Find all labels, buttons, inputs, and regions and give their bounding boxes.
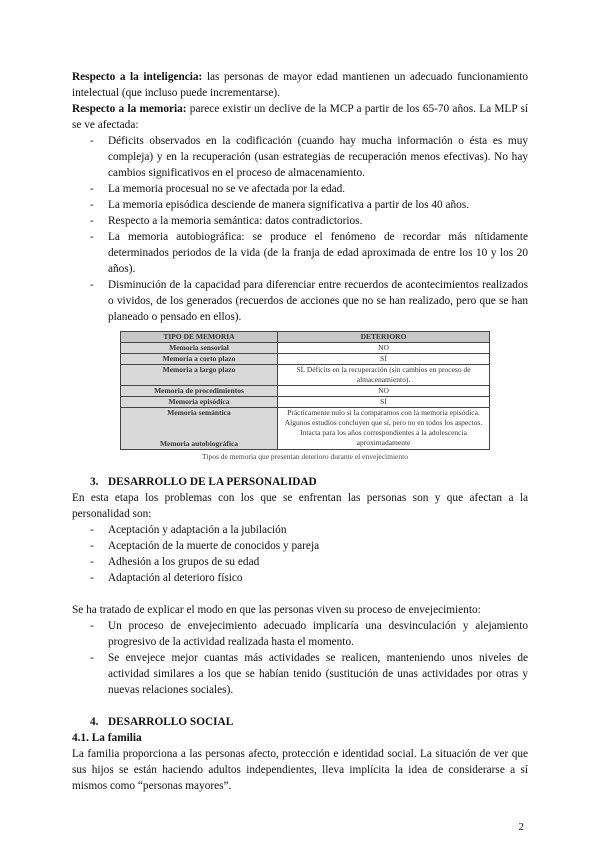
table-row [121,397,490,408]
table-cell: Memoria de procedimientos [121,386,278,397]
list-item: - La memoria procesual no se ve afectada por la edad. [72,181,528,197]
intelligence-text: las personas de mayor edad mantienen un adecuado funcionamiento intelectual (que incluso puede incrementarse). [72,71,528,99]
list-item: - Aceptación y adaptación a la jubilación [72,522,528,538]
subsection-heading: 4.1. La familia [72,732,142,744]
table-header: TIPO DE MEMORIA [121,332,278,343]
list-item: - Disminución de la capacidad para diferenciar entre recuerdos de acontecimientos realizados o vividos, de los generados (recuerdos de acciones que no se han realizado, pero que se han planeado o pensado en ellos). [72,277,528,325]
intelligence-label: Respecto a la inteligencia: [72,71,203,83]
paragraph: En esta etapa los problemas con los que se enfrentan las personas son y que afectan a la personalidad son: [72,492,528,520]
table-cell [121,408,278,450]
table-row [121,354,490,365]
table-cell: Memoria sensorial [121,343,278,354]
list-item: - Respecto a la memoria semántica: datos contradictorios. [72,213,528,229]
section-heading [72,474,528,490]
memory-text: parece existir un declive de la MCP a partir de los 65-70 años. La MLP sí se ve afectada: [72,103,528,131]
table-cell: SÍ. Déficits en la recuperación (sin cambios en proceso de almacenamiento). [278,365,490,386]
memory-section [72,69,528,325]
memory-paragraph [72,101,528,133]
table-cell: NO [278,343,490,354]
list-item: - Aceptación de la muerte de conocidos y pareja [72,538,528,554]
memory-table [120,331,490,450]
paragraph: Se ha tratado de explicar el modo en que las personas viven su proceso de envejecimiento: [72,604,481,616]
personality-section [72,474,528,698]
list-item: - La memoria episódica desciende de manera significativa a partir de los 40 años. [72,197,528,213]
cell-text: Prácticamente nulo si la comparamos con la memoria episódica. Algunos estudios concluyen que sí, pero no en todos los aspectos. [284,408,483,427]
social-section [72,714,528,794]
table-cell: Memoria a corto plazo [121,354,278,365]
table-header: DETERIORO [278,332,490,343]
table-cell: SÍ [278,354,490,365]
memory-label: Respecto a la memoria: [72,103,187,115]
table-row [121,343,490,354]
cell-text: Memoria semántica [167,408,231,417]
section-number: 4. [90,716,99,728]
section-title: DESARROLLO SOCIAL [108,716,234,728]
list-item: - Un proceso de envejecimiento adecuado implicaría una desvinculación y alejamiento progresivo de la actividad realizada hasta el momento. [72,618,528,650]
table-row [121,386,490,397]
list-item: - Déficits observados en la codificación (cuando hay mucha información o ésta es muy compleja) y en la recuperación (usan estrategias de recuperación menos efectivas). No hay cambios significativos en el proceso de almacenamiento. [72,133,528,181]
list-item: - La memoria autobiográfica: se produce el fenómeno de recordar más nítidamente determinados periodos de la vida (de la franja de edad aproximada de entre los 10 y los 20 años). [72,229,528,277]
section-heading [72,714,528,730]
table-cell: SÍ [278,397,490,408]
table-cell: Memoria episódica [121,397,278,408]
table-cell [278,408,490,450]
cell-text: Memoria autobiográfica [159,439,239,448]
section-title: DESARROLLO DE LA PERSONALIDAD [108,476,317,488]
table-cell: NO [278,386,490,397]
table-cell: Memoria a largo plazo [121,365,278,386]
cell-text: Intacta para los años correspondientes a la adolescencia aproximadamente [300,428,467,447]
table-row [121,408,490,450]
table-row [121,365,490,386]
table-caption: Tipos de memoria que presentan deterioro durante el envejecimiento [202,452,408,461]
intelligence-paragraph [72,69,528,101]
section-number: 3. [90,476,99,488]
list-item: - Adaptación al deterioro físico [72,570,528,586]
page-number: 2 [518,821,524,833]
theories-list [72,618,528,698]
paragraph: La familia proporciona a las personas afecto, protección e identidad social. La situación de ver que sus hijos se están haciendo adultos independientes, lleva implícita la idea de considerarse a sí mismos como “personas mayores”. [72,748,528,792]
memory-list [72,133,528,325]
list-item: - Se envejece mejor cuantas más actividades se realicen, manteniendo unos niveles de actividad similares a los que se habían tenido (sustitución de unas actividades por otras y nuevas relaciones sociales). [72,650,528,698]
list-item: - Adhesión a los grupos de su edad [72,554,528,570]
problems-list [72,522,528,586]
